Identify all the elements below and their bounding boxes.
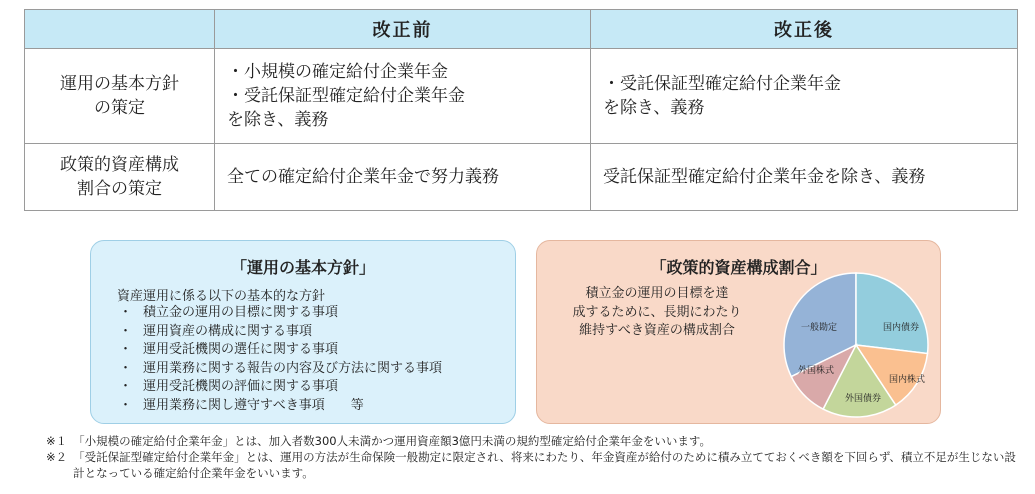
footnote: [46, 433, 1016, 449]
allocation-pie-illustration: [781, 270, 931, 420]
pie-label-foreign-bonds: 外国債券: [844, 394, 882, 404]
table-row: [25, 144, 1018, 211]
list-item: ・ 運用業務に関し遵守すべき事項 等: [119, 397, 442, 416]
cell-line: 受託保証型確定給付企業年金を除き、義務: [603, 167, 926, 187]
pie-label-general: 一般勘定: [800, 323, 838, 333]
pie-label-domestic-bonds: 国内債券: [882, 323, 920, 333]
footnote-mark: ※１: [46, 434, 68, 448]
description-line: 維持すべき資産の構成割合: [579, 323, 735, 338]
basic-policy-title: 「運用の基本方針」: [230, 258, 375, 277]
pie-slice-domestic-bonds: [856, 273, 928, 354]
row-label-line: 政策的資産構成: [60, 155, 179, 175]
asset-allocation-panel: [536, 240, 941, 424]
row-label-asset-allocation: [25, 144, 215, 211]
cell-line: を除き、義務: [227, 110, 329, 130]
row-label-line: の策定: [94, 98, 145, 118]
cell-before-basic-policy: [215, 49, 591, 144]
list-item: ・ 運用受託機関の選任に関する事項: [119, 341, 442, 360]
cell-after-basic-policy: [591, 49, 1018, 144]
asset-allocation-title: 「政策的資産構成割合」: [650, 258, 827, 277]
description-line: 積立金の運用の目標を達: [585, 286, 729, 301]
cell-line: ・受託保証型確定給付企業年金: [227, 86, 465, 106]
basic-policy-intro: 資産運用に係る以下の基本的な方針: [117, 289, 326, 304]
footnotes: [46, 433, 1016, 481]
header-blank: [25, 10, 215, 49]
footnote: [46, 449, 1016, 481]
list-item: ・ 運用受託機関の評価に関する事項: [119, 378, 442, 397]
row-label-line: 運用の基本方針: [60, 74, 179, 94]
cell-line: 全ての確定給付企業年金で努力義務: [227, 167, 499, 187]
comparison-table: [24, 9, 1018, 211]
cell-before-asset-allocation: [215, 144, 591, 211]
header-before: 改正前: [215, 10, 591, 49]
footnote-mark: ※２: [46, 450, 68, 464]
cell-line: ・受託保証型確定給付企業年金: [603, 74, 841, 94]
basic-policy-list: [119, 304, 442, 415]
asset-allocation-description: [537, 285, 777, 341]
basic-policy-panel: [90, 240, 516, 424]
cell-line: ・小規模の確定給付企業年金: [227, 62, 448, 82]
description-line: 成するために、長期にわたり: [572, 304, 742, 320]
list-item: ・ 積立金の運用の目標に関する事項: [119, 304, 442, 323]
footnote-text: 「小規模の確定給付企業年金」とは、加入者数300人未満かつ運用資産額3億円未満の規約型確定給付企業年金をいいます。: [73, 434, 711, 448]
row-label-line: 割合の策定: [77, 179, 162, 199]
row-label-basic-policy: [25, 49, 215, 144]
table-header-row: [25, 10, 1018, 49]
cell-line: を除き、義務: [603, 98, 705, 118]
footnote-text: 「受託保証型確定給付企業年金」とは、運用の方法が生命保険一般勘定に限定され、将来にわたり、年金資産が給付のために積み立てておくべき額を下回らず、積立不足が生じない設計となっている確定給付企業年金をいいます。: [73, 450, 1016, 480]
pie-label-domestic-stocks: 国内株式: [888, 375, 926, 385]
list-item: ・ 運用資産の構成に関する事項: [119, 323, 442, 342]
table-row: [25, 49, 1018, 144]
pie-label-foreign-stocks: 外国株式: [797, 366, 835, 376]
list-item: ・ 運用業務に関する報告の内容及び方法に関する事項: [119, 360, 442, 379]
cell-after-asset-allocation: [591, 144, 1018, 211]
header-after: 改正後: [591, 10, 1018, 49]
